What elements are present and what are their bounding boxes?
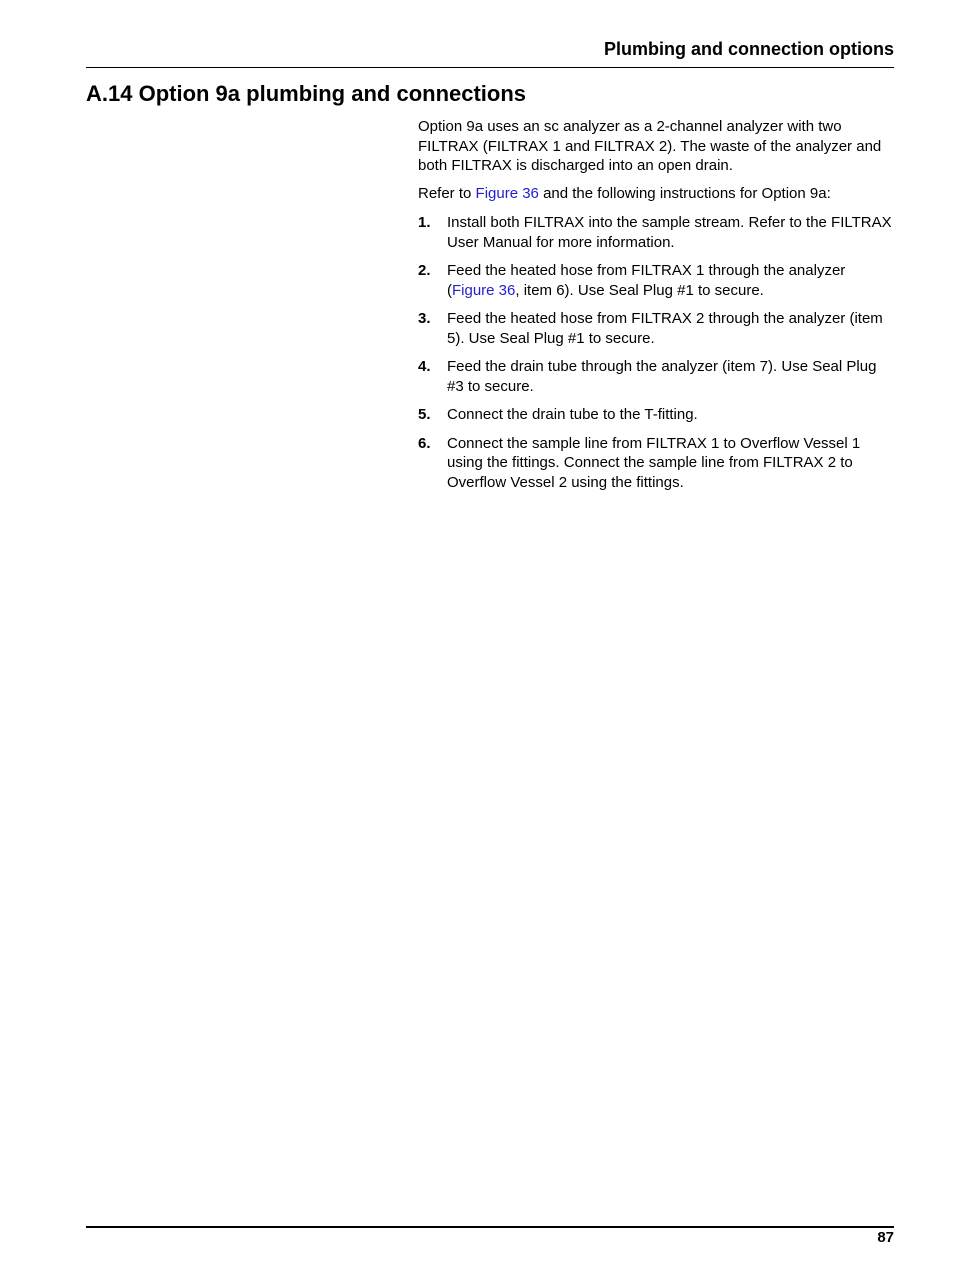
step-text-after: , item 6). Use Seal Plug #1 to secure. bbox=[515, 281, 764, 299]
step-item bbox=[418, 357, 894, 396]
step-text: Feed the heated hose from FILTRAX 2 through the analyzer (item 5). Use Seal Plug #1 to secure. bbox=[447, 310, 883, 347]
section-title: A.14 Option 9a plumbing and connections bbox=[86, 81, 527, 106]
step-item bbox=[418, 261, 894, 300]
step-number: 1. bbox=[418, 214, 431, 231]
step-text: Connect the drain tube to the T-fitting. bbox=[447, 406, 698, 423]
figure-36-link[interactable]: Figure 36 bbox=[452, 281, 516, 299]
header-divider bbox=[86, 67, 894, 68]
figure-36-link[interactable]: Figure 36 bbox=[475, 184, 539, 202]
step-number: 6. bbox=[418, 434, 431, 452]
step-text: Install both FILTRAX into the sample stream. Refer to the FILTRAX User Manual for more information. bbox=[447, 214, 892, 251]
step-number: 2. bbox=[418, 262, 431, 279]
step-text-before: Feed the heated hose from FILTRAX 1 through the analyzer ( bbox=[447, 262, 846, 299]
step-item bbox=[418, 405, 894, 425]
refer-paragraph bbox=[418, 184, 894, 204]
footer-divider bbox=[86, 1226, 894, 1228]
step-text: Feed the drain tube through the analyzer (item 7). Use Seal Plug #3 to secure. bbox=[447, 358, 877, 395]
instruction-steps bbox=[418, 213, 894, 492]
step-number: 4. bbox=[418, 358, 431, 375]
body-column bbox=[418, 117, 894, 501]
refer-text-after: and the following instructions for Option 9a: bbox=[538, 184, 831, 202]
step-item bbox=[418, 309, 894, 348]
page-number: 87 bbox=[877, 1229, 894, 1246]
step-text: Connect the sample line from FILTRAX 1 to Overflow Vessel 1 using the fittings. Connect the sample line from FILTRAX 2 to Overflow Vessel 2 using the fittings. bbox=[447, 434, 861, 491]
step-item bbox=[418, 213, 894, 252]
step-number: 3. bbox=[418, 310, 431, 327]
intro-paragraph: Option 9a uses an sc analyzer as a 2-channel analyzer with two FILTRAX (FILTRAX 1 and FILTRAX 2). The waste of the analyzer and both FILTRAX is discharged into an open drain. bbox=[418, 118, 882, 174]
step-number: 5. bbox=[418, 406, 431, 423]
refer-text-before: Refer to bbox=[418, 184, 476, 202]
running-header: Plumbing and connection options bbox=[604, 39, 894, 59]
step-text bbox=[447, 262, 845, 299]
step-item bbox=[418, 434, 894, 493]
